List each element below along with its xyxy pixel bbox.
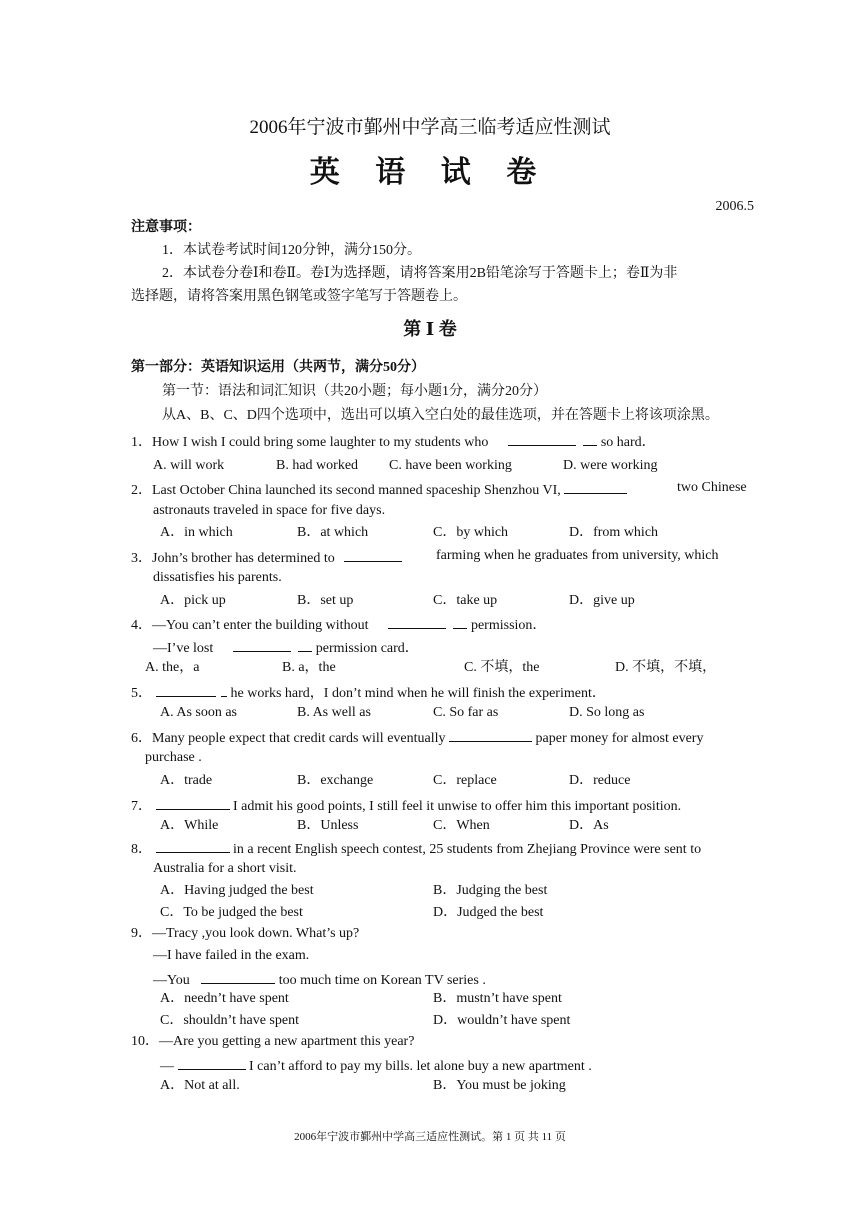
q4-option-c: C. 不填，the (464, 660, 540, 675)
question-4-text-c: —I’ve lost (153, 641, 214, 656)
q4-option-b: B. a，the (282, 660, 336, 675)
question-3-text-b: farming when he graduates from university, which (436, 548, 719, 563)
q2-option-c: C．by which (433, 525, 509, 540)
q7-option-d: D．As (569, 818, 609, 833)
question-4-text-b: permission． (470, 618, 547, 633)
question-1-text-a: 1．How I wish I could bring some laughter to my students who (131, 435, 489, 450)
question-5-text-b: he works hard，I don’t mind when he will finish the experiment． (230, 686, 606, 701)
answer-blank (201, 971, 275, 984)
answer-blank (508, 433, 576, 446)
q1-option-a: A. will work (153, 458, 225, 473)
q8-option-a: A．Having judged the best (160, 883, 314, 898)
q1-option-d: D. were working (563, 458, 658, 473)
page-footer: 2006年宁波市鄞州中学高三适应性测试。第 1 页 共 11 页 (294, 1131, 566, 1143)
q6-option-d: D．reduce (569, 773, 631, 788)
question-4-text-a: 4．—You can’t enter the building without (131, 618, 369, 633)
question-8-text-b: in a recent English speech contest, 25 students from Zhejiang Province were sent to (233, 842, 702, 857)
question-6 (131, 729, 703, 746)
exam-title: 2006年宁波市鄞州中学高三临考适应性测试 (249, 117, 611, 138)
q5-option-b: B. As well as (297, 705, 371, 720)
question-10-reply (160, 1057, 592, 1074)
question-10-text-a: 10．—Are you getting a new apartment this year? (131, 1034, 415, 1049)
section1-heading: 第一节：语法和词汇知识（共20小题；每小题1分，满分20分） (162, 384, 547, 399)
answer-blank (583, 433, 597, 446)
exam-date: 2006.5 (715, 199, 754, 214)
q9-option-a: A．needn’t have spent (160, 991, 289, 1006)
answer-blank (298, 639, 312, 652)
q5-option-a: A. As soon as (160, 705, 238, 720)
q3-option-a: A．pick up (160, 593, 226, 608)
question-4 (131, 616, 546, 633)
main-title: 英 语 试 卷 (309, 156, 551, 189)
question-8-text-a: 8． (131, 842, 152, 857)
answer-blank (156, 840, 230, 853)
q6-option-b: B．exchange (297, 773, 374, 788)
answer-blank (453, 616, 467, 629)
answer-blank (156, 797, 230, 810)
q7-option-a: A．While (160, 818, 219, 833)
q5-option-d: D. So long as (569, 705, 645, 720)
question-2-text-b: two Chinese (677, 480, 747, 495)
question-2-text-a: 2．Last October China launched its second manned spaceship Shenzhou VI, (131, 483, 561, 498)
question-8-text-c: Australia for a short visit. (153, 861, 297, 876)
q3-option-d: D．give up (569, 593, 635, 608)
q10-option-b: B．You must be joking (433, 1078, 566, 1093)
answer-blank (233, 639, 291, 652)
question-9-reply (153, 971, 486, 988)
question-5 (131, 684, 606, 701)
question-7-text-a: 7． (131, 799, 152, 814)
notice-item-2-line2: 选择题，请将答案用黑色钢笔或签字笔写于答题卷上。 (131, 289, 467, 304)
part1-heading: 第一部分：英语知识运用（共两节，满分50分） (131, 360, 425, 375)
question-3-text-c: dissatisfies his parents. (153, 570, 282, 585)
notice-item-1: 1．本试卷考试时间120分钟，满分150分。 (162, 243, 421, 258)
answer-blank (221, 684, 227, 697)
q4-option-a: A. the，a (145, 660, 200, 675)
question-9-text-d: too much time on Korean TV series . (278, 973, 486, 988)
q5-option-c: C. So far as (433, 705, 499, 720)
q10-option-a: A．Not at all. (160, 1078, 240, 1093)
q7-option-b: B．Unless (297, 818, 359, 833)
q1-option-b: B. had worked (276, 458, 359, 473)
q7-option-c: C．When (433, 818, 490, 833)
question-5-text-a: 5． (131, 686, 152, 701)
question-2 (131, 481, 627, 498)
answer-blank (156, 684, 216, 697)
q2-option-a: A．in which (160, 525, 233, 540)
question-4-reply (153, 639, 419, 656)
question-9-text-b: —I have failed in the exam. (153, 948, 310, 963)
q1-option-c: C. have been working (389, 458, 512, 473)
q8-option-c: C．To be judged the best (160, 905, 303, 920)
question-1 (131, 433, 656, 450)
question-7-text-b: I admit his good points, I still feel it unwise to offer him this important position. (233, 799, 682, 814)
question-6-text-a: 6．Many people expect that credit cards will eventually (131, 731, 446, 746)
question-2-text-c: astronauts traveled in space for five days. (153, 503, 386, 518)
notice-item-2-line1: 2．本试卷分卷Ⅰ和卷Ⅱ。卷Ⅰ为选择题，请将答案用2B铅笔涂写于答题卡上；卷Ⅱ为非 (162, 266, 678, 281)
question-4-text-d: permission card． (315, 641, 419, 656)
q8-option-d: D．Judged the best (433, 905, 544, 920)
q6-option-a: A．trade (160, 773, 213, 788)
instruction: 从A、B、C、D四个选项中，选出可以填入空白处的最佳选项，并在答题卡上将该项涂黑。 (162, 408, 719, 423)
question-8 (131, 840, 701, 857)
q9-option-c: C．shouldn’t have spent (160, 1013, 299, 1028)
question-1-text-b: so hard． (600, 435, 656, 450)
q8-option-b: B．Judging the best (433, 883, 548, 898)
q9-option-b: B．mustn’t have spent (433, 991, 562, 1006)
q2-option-d: D．from which (569, 525, 659, 540)
question-9-text-a: 9．—Tracy ,you look down. What’s up? (131, 926, 360, 941)
q3-option-b: B．set up (297, 593, 354, 608)
answer-blank (178, 1057, 246, 1070)
q3-option-c: C．take up (433, 593, 498, 608)
q9-option-d: D．wouldn’t have spent (433, 1013, 571, 1028)
question-3-text-a: 3．John’s brother has determined to (131, 551, 335, 566)
q2-option-b: B．at which (297, 525, 369, 540)
answer-blank (344, 549, 402, 562)
answer-blank (449, 729, 532, 742)
question-7 (131, 797, 681, 814)
q6-option-c: C．replace (433, 773, 497, 788)
q4-option-d: D. 不填，不填， (615, 660, 717, 675)
question-6-text-b: paper money for almost every (535, 731, 704, 746)
answer-blank (388, 616, 446, 629)
volume-heading: 第 Ⅰ 卷 (403, 319, 457, 339)
question-9-text-c: —You (153, 973, 190, 988)
question-3 (131, 549, 402, 566)
question-6-text-c: purchase . (145, 750, 202, 765)
answer-blank (564, 481, 627, 494)
notice-heading: 注意事项： (131, 220, 201, 235)
question-10-text-c: I can’t afford to pay my bills. let alone buy a new apartment . (249, 1059, 592, 1074)
question-10-text-b: — (160, 1059, 174, 1074)
